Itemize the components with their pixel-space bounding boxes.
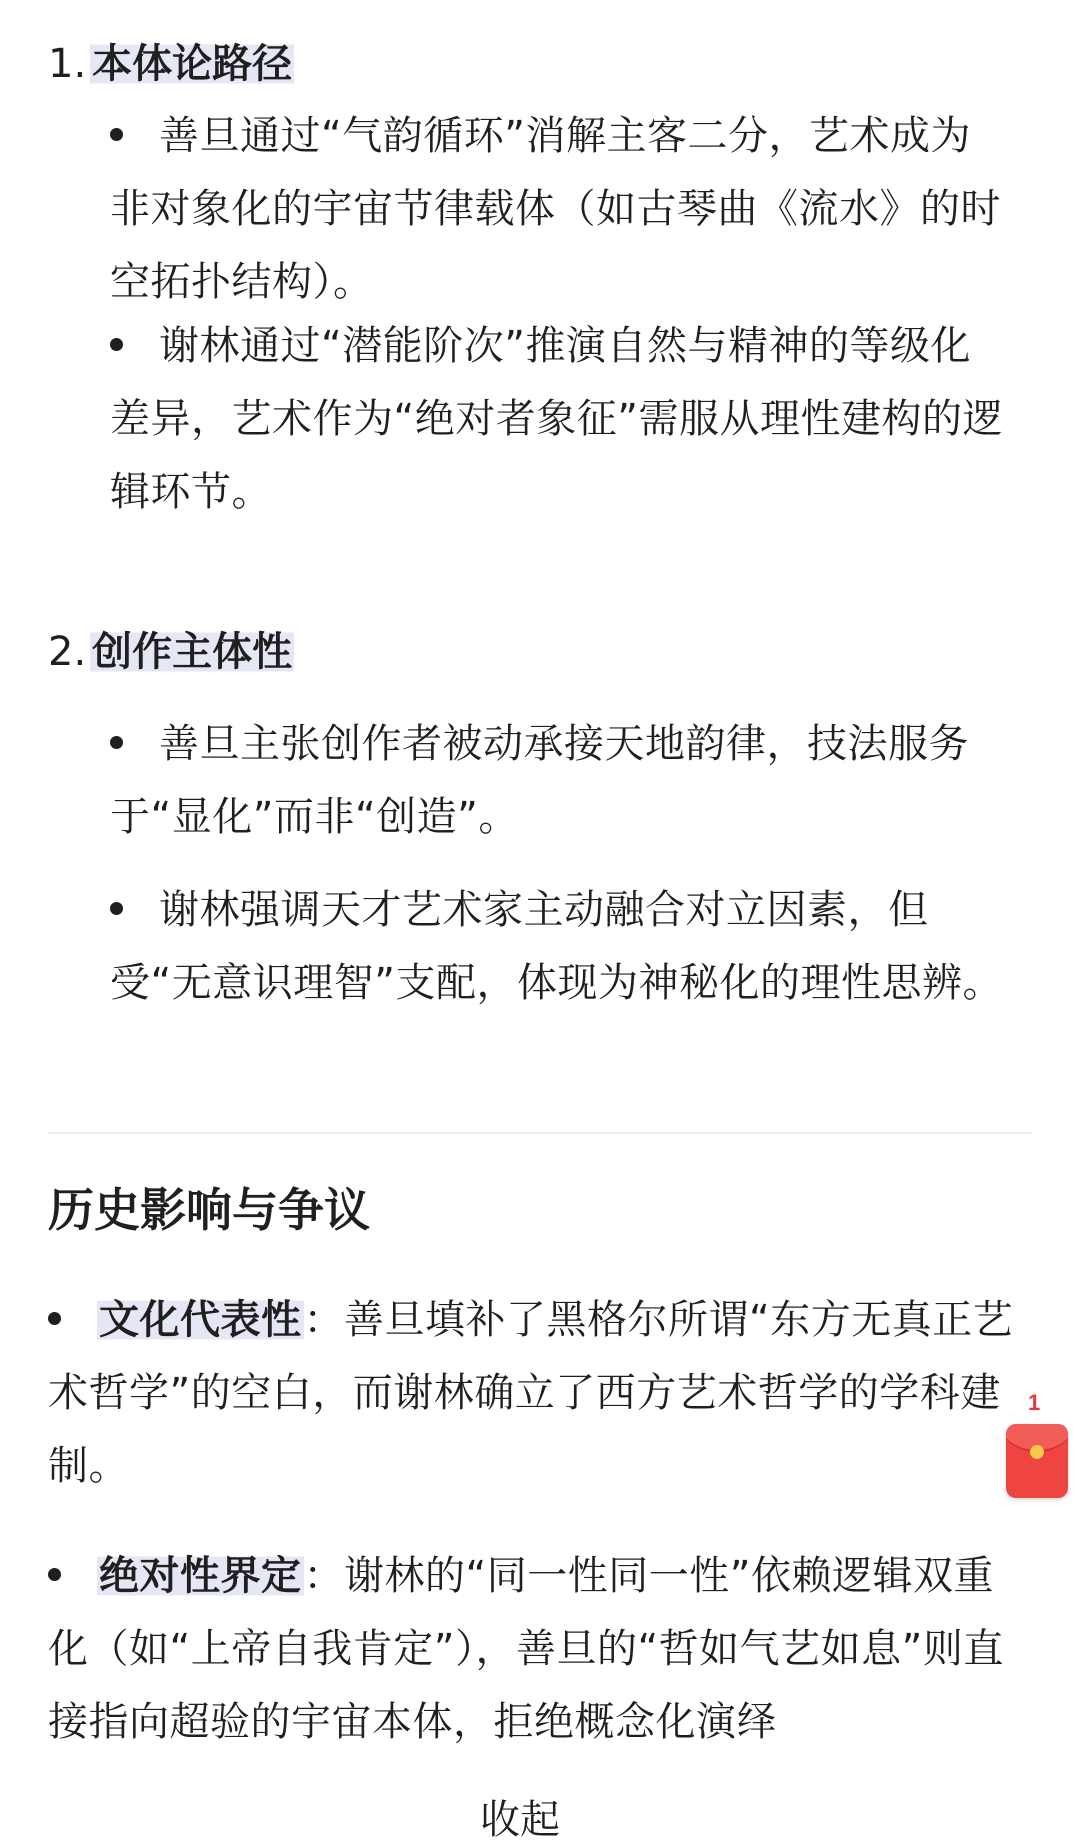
history-text: ：善旦填补了黑格尔所谓“东方无真正艺术哲学”的空白，而谢林确立了西方艺术哲学的学科建制。 — [48, 1297, 1014, 1489]
section-heading-1 — [48, 36, 294, 92]
bullet-text: 谢林通过“潜能阶次”推演自然与精神的等级化差异，艺术作为“绝对者象征”需服从理性建构的逻辑环节。 — [110, 323, 1003, 515]
history-section-title: 历史影响与争议 — [48, 1183, 370, 1237]
section-title: 创作主体性 — [92, 629, 293, 675]
history-term: 文化代表性 — [99, 1297, 302, 1343]
bullet-item — [110, 100, 1010, 319]
bullet-dot-icon — [110, 338, 123, 351]
red-packet-badge: 1 — [1028, 1390, 1041, 1415]
bullet-item — [110, 874, 1010, 1020]
bullet-text: 善旦主张创作者被动承接天地韵律，技法服务于“显化”而非“创造”。 — [110, 721, 969, 840]
divider — [48, 1132, 1032, 1134]
bullet-dot-icon — [110, 128, 123, 141]
section-title: 本体论路径 — [92, 41, 293, 87]
bullet-item — [110, 310, 1010, 529]
history-term: 绝对性界定 — [99, 1553, 302, 1599]
history-item — [48, 1540, 1028, 1759]
bullet-dot-icon — [48, 1568, 61, 1581]
bullet-item — [110, 708, 1010, 854]
history-text: ：谢林的“同一性同一性”依赖逻辑双重化（如“上帝自我肯定”），善旦的“哲如气艺如息”则直接指向超验的宇宙本体，拒绝概念化演绎 — [48, 1553, 1004, 1745]
history-item — [48, 1284, 1028, 1503]
bullet-text: 谢林强调天才艺术家主动融合对立因素，但受“无意识理智”支配，体现为神秘化的理性思辨。 — [110, 887, 1003, 1006]
bullet-dot-icon — [48, 1312, 61, 1325]
red-packet-icon[interactable] — [1006, 1424, 1068, 1498]
section-number: 2. — [48, 629, 87, 675]
bullet-text: 善旦通过“气韵循环”消解主客二分，艺术成为非对象化的宇宙节律载体（如古琴曲《流水》的时空拓扑结构）。 — [110, 113, 1001, 305]
bullet-dot-icon — [110, 902, 123, 915]
collapse-button[interactable]: 收起 — [480, 1797, 560, 1843]
section-heading-2 — [48, 624, 294, 680]
bullet-dot-icon — [110, 736, 123, 749]
red-packet-seal — [1030, 1445, 1044, 1459]
section-number: 1. — [48, 41, 87, 87]
